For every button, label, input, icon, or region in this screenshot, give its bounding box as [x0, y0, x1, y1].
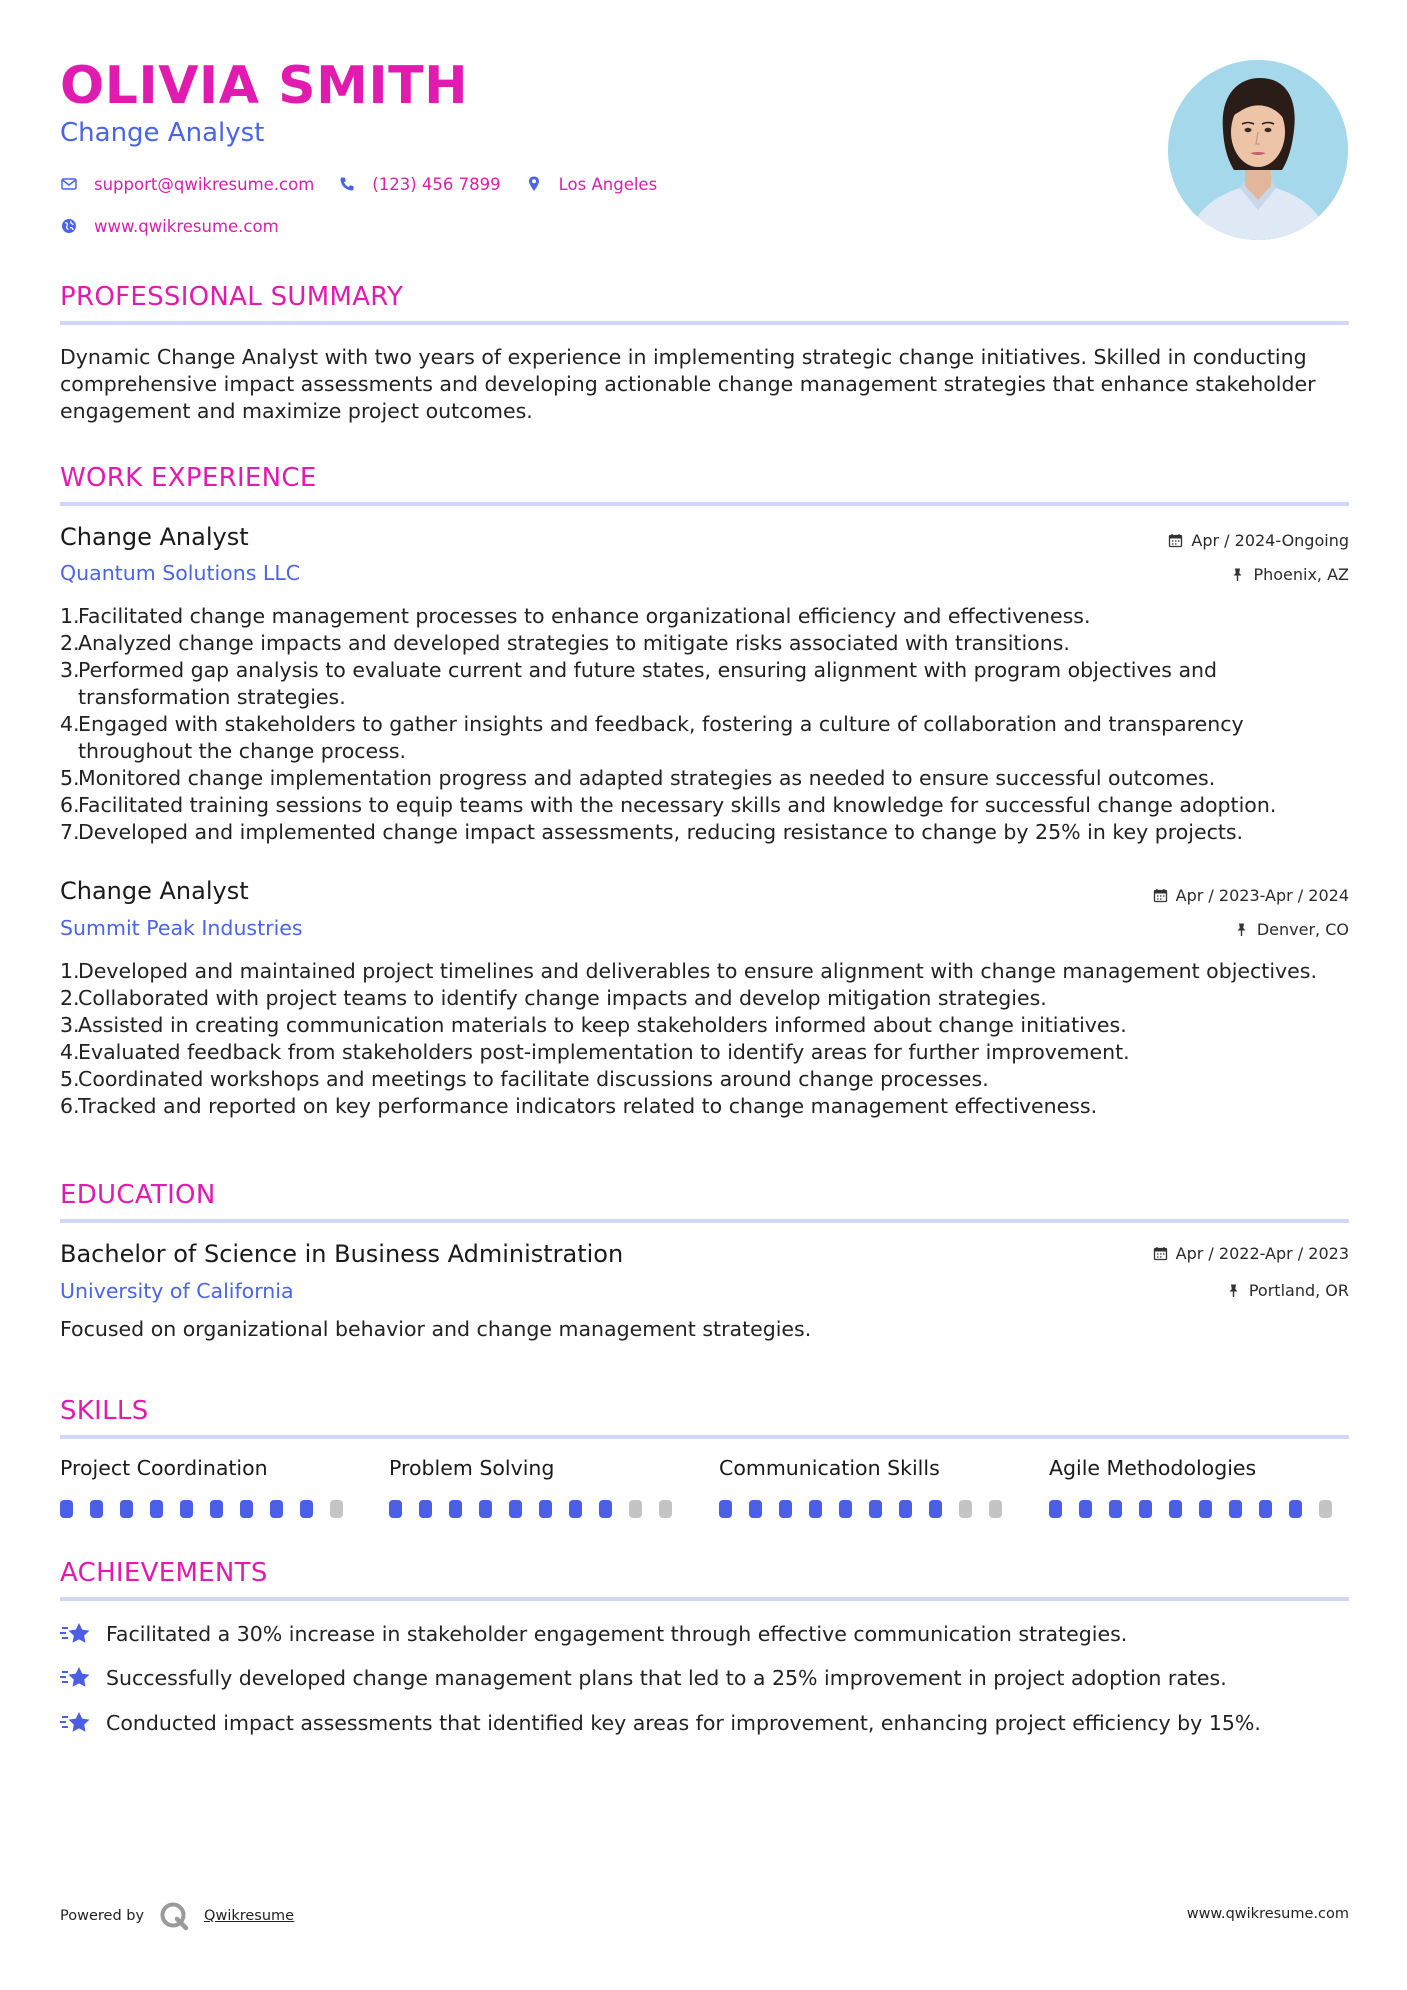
- list-item: 2. Analyzed change impacts and developed strategies to mitigate risks associated with transitions.: [60, 631, 1070, 655]
- phone-icon: [338, 175, 356, 193]
- rating-dot-filled: [270, 1500, 283, 1518]
- rating-dot-filled: [509, 1500, 522, 1518]
- rating-dot-empty: [959, 1500, 972, 1518]
- rating-dot-filled: [1079, 1500, 1092, 1518]
- achievement-item: [60, 1664, 1227, 1692]
- profile-photo: [1168, 60, 1348, 240]
- rating-dot-filled: [90, 1500, 103, 1518]
- footer-powered-by: [60, 1900, 294, 1932]
- contact-info: [60, 172, 681, 238]
- job-title: Change Analyst: [60, 523, 249, 551]
- star-icon: [60, 1664, 92, 1692]
- rating-dot-filled: [180, 1500, 193, 1518]
- summary-text: Dynamic Change Analyst with two years of experience in implementing strategic change initiatives. Skilled in conducting comprehensive impact assessments and developing actionable change management strategies that enhance stakeholder engagement and maximize project outcomes.: [60, 345, 1316, 423]
- education-dates: [1153, 1244, 1349, 1263]
- pushpin-icon: [1234, 922, 1249, 937]
- education-location-text: Portland, OR: [1248, 1281, 1349, 1300]
- rating-dot-empty: [330, 1500, 343, 1518]
- achievement-text: Facilitated a 30% increase in stakeholder engagement through effective communication strategies.: [106, 1622, 1128, 1646]
- job-bullets: [60, 603, 1350, 846]
- list-item: 1. Developed and maintained project timelines and deliverables to ensure alignment with change management objectives.: [60, 959, 1317, 983]
- skill-rating: [1049, 1500, 1349, 1518]
- rating-dot-filled: [449, 1500, 462, 1518]
- education-divider: [60, 1219, 1349, 1223]
- star-icon: [60, 1709, 92, 1737]
- rating-dot-filled: [569, 1500, 582, 1518]
- list-item: 4. Evaluated feedback from stakeholders post-implementation to identify areas for further improvement.: [60, 1040, 1130, 1064]
- calendar-icon: [1153, 888, 1168, 903]
- pushpin-icon: [1230, 567, 1245, 582]
- powered-by-label: Powered by: [60, 1908, 145, 1924]
- summary-divider: [60, 321, 1349, 325]
- rating-dot-filled: [240, 1500, 253, 1518]
- rating-dot-filled: [60, 1500, 73, 1518]
- calendar-icon: [1153, 1246, 1168, 1261]
- rating-dot-filled: [779, 1500, 792, 1518]
- contact-website[interactable]: [60, 217, 279, 236]
- rating-dot-filled: [599, 1500, 612, 1518]
- rating-dot-filled: [839, 1500, 852, 1518]
- job-company: Quantum Solutions LLC: [60, 561, 301, 585]
- contact-location: [525, 175, 658, 194]
- list-item: 4. Engaged with stakeholders to gather insights and feedback, fostering a culture of collaboration and transparency throughout the change process.: [60, 712, 1244, 763]
- school-name: University of California: [60, 1279, 294, 1303]
- list-item: 3. Assisted in creating communication materials to keep stakeholders informed about change initiatives.: [60, 1013, 1127, 1037]
- degree-title: Bachelor of Science in Business Administration: [60, 1240, 624, 1268]
- candidate-role: Change Analyst: [60, 118, 265, 148]
- skill-item: [1049, 1456, 1349, 1518]
- rating-dot-filled: [809, 1500, 822, 1518]
- education-description: Focused on organizational behavior and change management strategies.: [60, 1317, 812, 1341]
- location-text: Los Angeles: [558, 174, 658, 194]
- rating-dot-filled: [899, 1500, 912, 1518]
- rating-dot-filled: [120, 1500, 133, 1518]
- job-location: [1230, 565, 1349, 584]
- skill-name: Problem Solving: [389, 1456, 555, 1480]
- education-location: [1226, 1281, 1349, 1300]
- education-dates-text: Apr / 2022-Apr / 2023: [1175, 1244, 1349, 1263]
- rating-dot-filled: [749, 1500, 762, 1518]
- job-dates-text: Apr / 2023-Apr / 2024: [1175, 886, 1349, 905]
- contact-phone[interactable]: [338, 175, 500, 194]
- map-pin-icon: [525, 175, 543, 193]
- achievements-heading: ACHIEVEMENTS: [60, 1558, 268, 1588]
- rating-dot-filled: [389, 1500, 402, 1518]
- rating-dot-empty: [1319, 1500, 1332, 1518]
- email-text: support@qwikresume.com: [94, 174, 315, 194]
- list-item: 1. Facilitated change management processes to enhance organizational efficiency and effectiveness.: [60, 604, 1091, 628]
- experience-divider: [60, 502, 1349, 506]
- rating-dot-filled: [300, 1500, 313, 1518]
- skill-item: [389, 1456, 689, 1518]
- job-dates: [1168, 531, 1349, 550]
- qwikresume-logo-icon: [158, 1900, 190, 1932]
- list-item: 7. Developed and implemented change impact assessments, reducing resistance to change by 25% in key projects.: [60, 820, 1244, 844]
- skill-name: Communication Skills: [719, 1456, 940, 1480]
- footer-website[interactable]: www.qwikresume.com: [1186, 1906, 1349, 1922]
- achievement-text: Conducted impact assessments that identified key areas for improvement, enhancing project efficiency by 15%.: [106, 1711, 1261, 1735]
- brand-link[interactable]: Qwikresume: [204, 1908, 295, 1924]
- experience-heading: WORK EXPERIENCE: [60, 463, 317, 493]
- job-location-text: Denver, CO: [1256, 920, 1349, 939]
- skill-rating: [60, 1500, 360, 1518]
- list-item: 2. Collaborated with project teams to identify change impacts and develop mitigation strategies.: [60, 986, 1047, 1010]
- rating-dot-filled: [539, 1500, 552, 1518]
- envelope-icon: [60, 175, 78, 193]
- candidate-name: OLIVIA SMITH: [60, 56, 469, 116]
- skill-rating: [719, 1500, 1019, 1518]
- skill-name: Project Coordination: [60, 1456, 268, 1480]
- rating-dot-filled: [1289, 1500, 1302, 1518]
- rating-dot-filled: [1169, 1500, 1182, 1518]
- globe-icon: [60, 217, 78, 235]
- rating-dot-filled: [479, 1500, 492, 1518]
- list-item: 6. Facilitated training sessions to equip teams with the necessary skills and knowledge for successful change adoption.: [60, 793, 1277, 817]
- calendar-icon: [1168, 533, 1183, 548]
- summary-heading: PROFESSIONAL SUMMARY: [60, 282, 404, 312]
- list-item: 5. Monitored change implementation progress and adapted strategies as needed to ensure successful outcomes.: [60, 766, 1216, 790]
- rating-dot-filled: [1229, 1500, 1242, 1518]
- rating-dot-filled: [869, 1500, 882, 1518]
- job-location-text: Phoenix, AZ: [1253, 565, 1349, 584]
- rating-dot-filled: [1139, 1500, 1152, 1518]
- rating-dot-filled: [419, 1500, 432, 1518]
- website-text: www.qwikresume.com: [94, 216, 279, 236]
- skills-divider: [60, 1435, 1349, 1439]
- rating-dot-filled: [210, 1500, 223, 1518]
- skill-item: [60, 1456, 360, 1518]
- pushpin-icon: [1226, 1283, 1241, 1298]
- achievements-divider: [60, 1597, 1349, 1601]
- achievement-text: Successfully developed change management plans that led to a 25% improvement in project adoption rates.: [106, 1666, 1227, 1690]
- list-item: 5. Coordinated workshops and meetings to facilitate discussions around change processes.: [60, 1067, 989, 1091]
- achievement-item: [60, 1709, 1261, 1737]
- list-item: 3. Performed gap analysis to evaluate current and future states, ensuring alignment with program objectives and transformation strategies.: [60, 658, 1218, 709]
- skill-rating: [389, 1500, 689, 1518]
- rating-dot-filled: [1049, 1500, 1062, 1518]
- skill-item: [719, 1456, 1019, 1518]
- job-dates-text: Apr / 2024-Ongoing: [1191, 531, 1349, 550]
- rating-dot-filled: [1199, 1500, 1212, 1518]
- job-company: Summit Peak Industries: [60, 916, 303, 940]
- rating-dot-empty: [629, 1500, 642, 1518]
- rating-dot-filled: [1109, 1500, 1122, 1518]
- job-dates: [1153, 886, 1349, 905]
- job-bullets: [60, 958, 1350, 1120]
- rating-dot-empty: [659, 1500, 672, 1518]
- education-heading: EDUCATION: [60, 1180, 216, 1210]
- rating-dot-filled: [719, 1500, 732, 1518]
- rating-dot-filled: [150, 1500, 163, 1518]
- rating-dot-empty: [989, 1500, 1002, 1518]
- contact-email[interactable]: [60, 175, 314, 194]
- skills-heading: SKILLS: [60, 1396, 149, 1426]
- phone-text: (123) 456 7899: [372, 174, 501, 194]
- rating-dot-filled: [929, 1500, 942, 1518]
- star-icon: [60, 1620, 92, 1648]
- job-title: Change Analyst: [60, 877, 249, 905]
- list-item: 6. Tracked and reported on key performance indicators related to change management effectiveness.: [60, 1094, 1098, 1118]
- rating-dot-filled: [1259, 1500, 1272, 1518]
- job-location: [1234, 920, 1349, 939]
- achievement-item: [60, 1620, 1127, 1648]
- skill-name: Agile Methodologies: [1049, 1456, 1257, 1480]
